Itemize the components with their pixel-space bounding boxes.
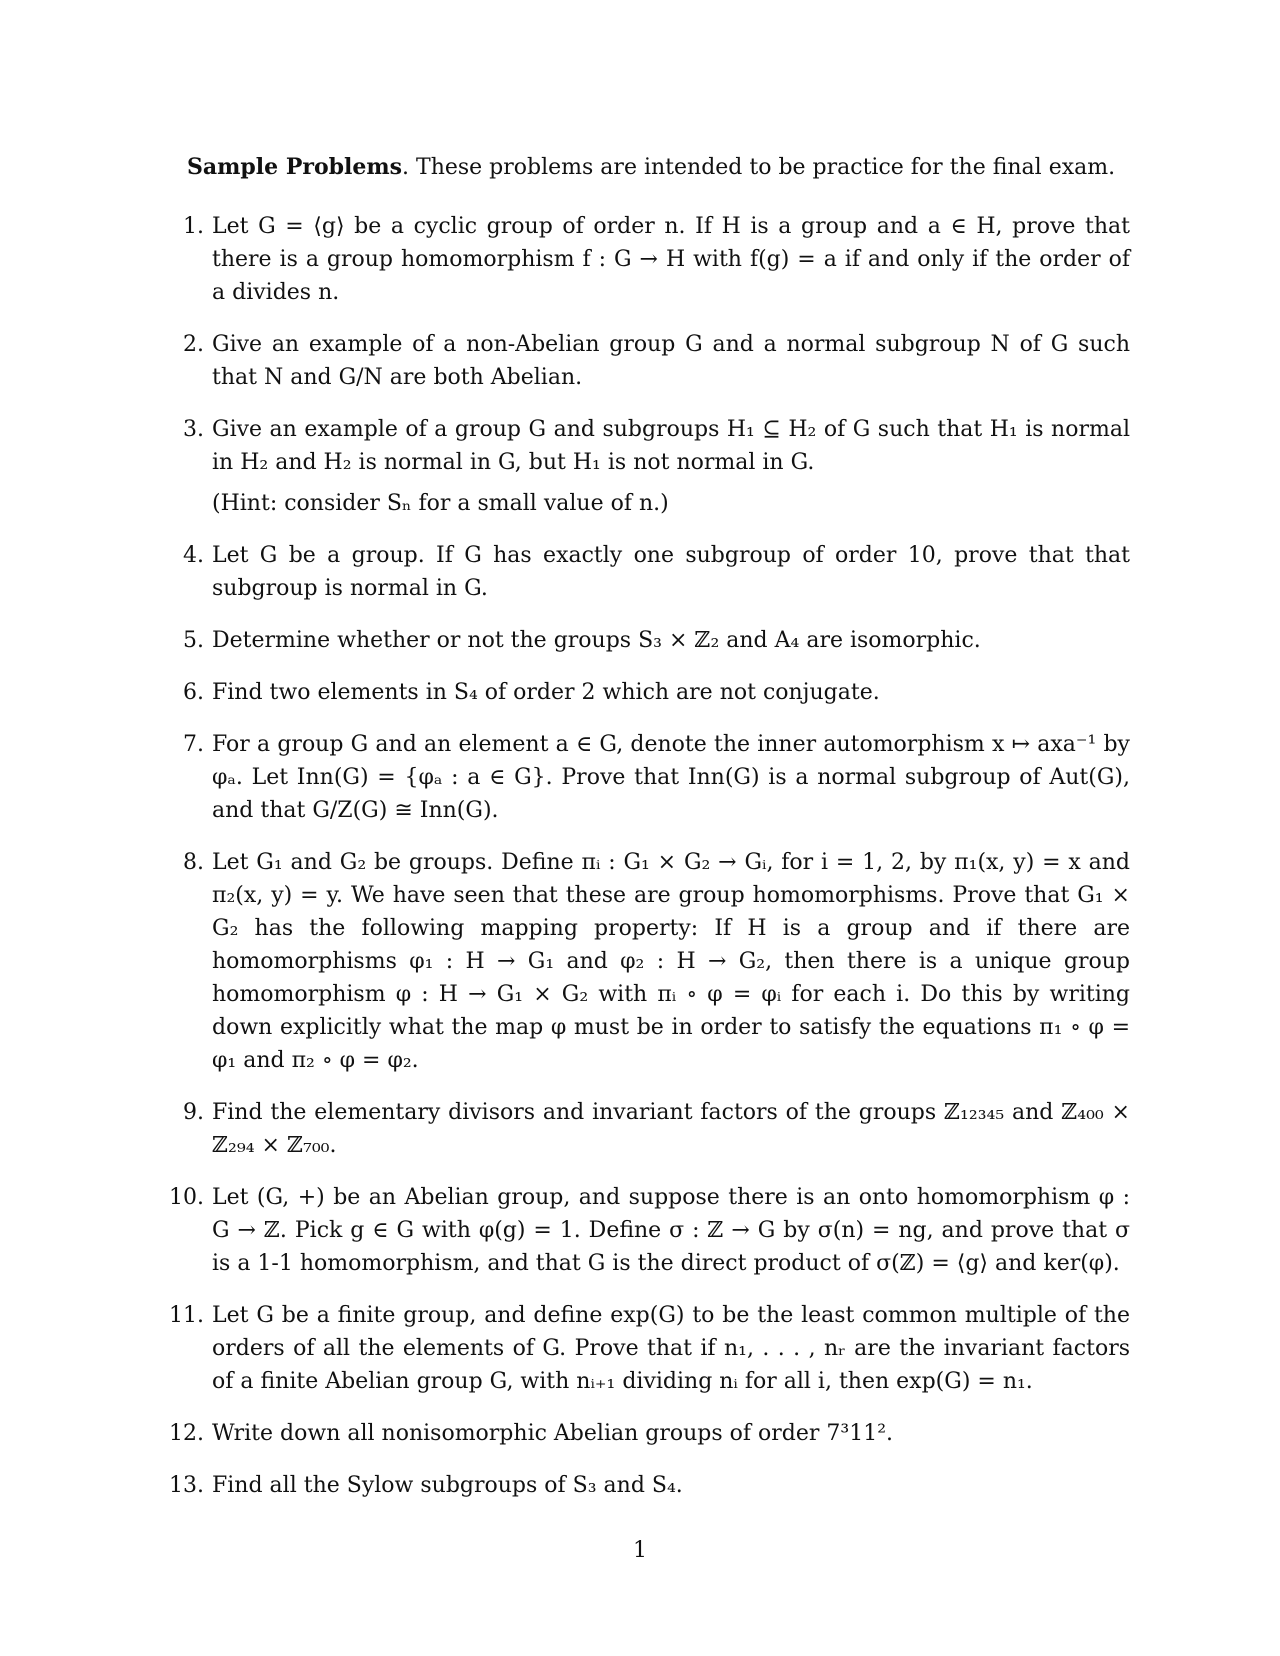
- problem-3: [160, 413, 1130, 520]
- problem-number: 9.: [183, 1100, 204, 1125]
- problem-number: 5.: [183, 628, 204, 653]
- problem-12: [160, 1417, 1130, 1450]
- problem-7: [160, 728, 1130, 827]
- problem-text: Let (G, +) be an Abelian group, and suppose there is an onto homomorphism φ : G → ℤ. Pick g ∈ G with φ(g) = 1. Define σ : ℤ → G by σ(n) = ng, and prove that σ is a 1-1 homomorphism, and that G is the direct product of σ(ℤ) = ⟨g⟩ and ker(φ).: [212, 1185, 1130, 1276]
- problem-5: [160, 624, 1130, 657]
- problem-number: 8.: [183, 850, 204, 875]
- problem-number: 11.: [169, 1303, 204, 1328]
- problem-number: 4.: [183, 543, 204, 568]
- page-number: 1: [633, 1538, 647, 1563]
- problem-text: Determine whether or not the groups S₃ × ℤ₂ and A₄ are isomorphic.: [212, 628, 981, 653]
- problem-text: Find two elements in S₄ of order 2 which are not conjugate.: [212, 680, 880, 705]
- problem-number: 6.: [183, 680, 204, 705]
- problem-10: [160, 1181, 1130, 1280]
- problem-number: 2.: [183, 332, 204, 357]
- problem-2: [160, 328, 1130, 394]
- intro-text: . These problems are intended to be practice for the final exam.: [402, 155, 1116, 180]
- problem-8: [160, 846, 1130, 1077]
- problem-number: 13.: [169, 1473, 204, 1498]
- problem-13: [160, 1469, 1130, 1502]
- problem-number: 1.: [183, 214, 204, 239]
- problem-text: Find all the Sylow subgroups of S₃ and S₄.: [212, 1473, 683, 1498]
- problem-text: Let G = ⟨g⟩ be a cyclic group of order n. If H is a group and a ∈ H, prove that there is a group homomorphism f : G → H with f(g) = a if and only if the order of a divides n.: [212, 214, 1130, 305]
- problem-hint: (Hint: consider Sₙ for a small value of n.): [212, 491, 669, 516]
- problem-text: Give an example of a group G and subgroups H₁ ⊆ H₂ of G such that H₁ is normal in H₂ and H₂ is normal in G, but H₁ is not normal in G.: [212, 417, 1130, 475]
- problem-text: Let G be a group. If G has exactly one subgroup of order 10, prove that that subgroup is normal in G.: [212, 543, 1130, 601]
- problem-number: 10.: [169, 1185, 204, 1210]
- problem-1: [160, 210, 1130, 309]
- intro-heading: Sample Problems: [187, 154, 403, 180]
- problem-text: Write down all nonisomorphic Abelian groups of order 7³11².: [212, 1421, 894, 1446]
- problem-text: Let G be a finite group, and define exp(G) to be the least common multiple of the orders of all the elements of G. Prove that if n₁, . . . , nᵣ are the invariant factors of a finite Abelian group G, with nᵢ₊₁ dividing nᵢ for all i, then exp(G) = n₁.: [212, 1303, 1130, 1394]
- problem-number: 12.: [169, 1421, 204, 1446]
- problem-text: For a group G and an element a ∈ G, denote the inner automorphism x ↦ axa⁻¹ by φₐ. Let Inn(G) = {φₐ : a ∈ G}. Prove that Inn(G) is a normal subgroup of Aut(G), and that G/Z(G) ≅ Inn(G).: [212, 732, 1130, 823]
- problem-number: 3.: [183, 417, 204, 442]
- problem-9: [160, 1096, 1130, 1162]
- problem-text: Let G₁ and G₂ be groups. Define πᵢ : G₁ × G₂ → Gᵢ, for i = 1, 2, by π₁(x, y) = x and π₂(x, y) = y. We have seen that these are group homomorphisms. Prove that G₁ × G₂ has the following mapping property: If H is a group and if there are homomorphisms φ₁ : H → G₁ and φ₂ : H → G₂, then there is a unique group homomorphism φ : H → G₁ × G₂ with πᵢ ∘ φ = φᵢ for each i. Do this by writing down explicitly what the map φ must be in order to satisfy the equations π₁ ∘ φ = φ₁ and π₂ ∘ φ = φ₂.: [212, 850, 1130, 1073]
- problem-4: [160, 539, 1130, 605]
- problem-text: Find the elementary divisors and invariant factors of the groups ℤ₁₂₃₄₅ and ℤ₄₀₀ × ℤ₂₉₄ × ℤ₇₀₀.: [212, 1100, 1130, 1158]
- problem-text: Give an example of a non-Abelian group G and a normal subgroup N of G such that N and G/N are both Abelian.: [212, 332, 1130, 390]
- problem-number: 7.: [183, 732, 204, 757]
- problem-11: [160, 1299, 1130, 1398]
- problem-6: [160, 676, 1130, 709]
- problem-list: [160, 210, 1130, 1502]
- intro-paragraph: [187, 152, 1127, 183]
